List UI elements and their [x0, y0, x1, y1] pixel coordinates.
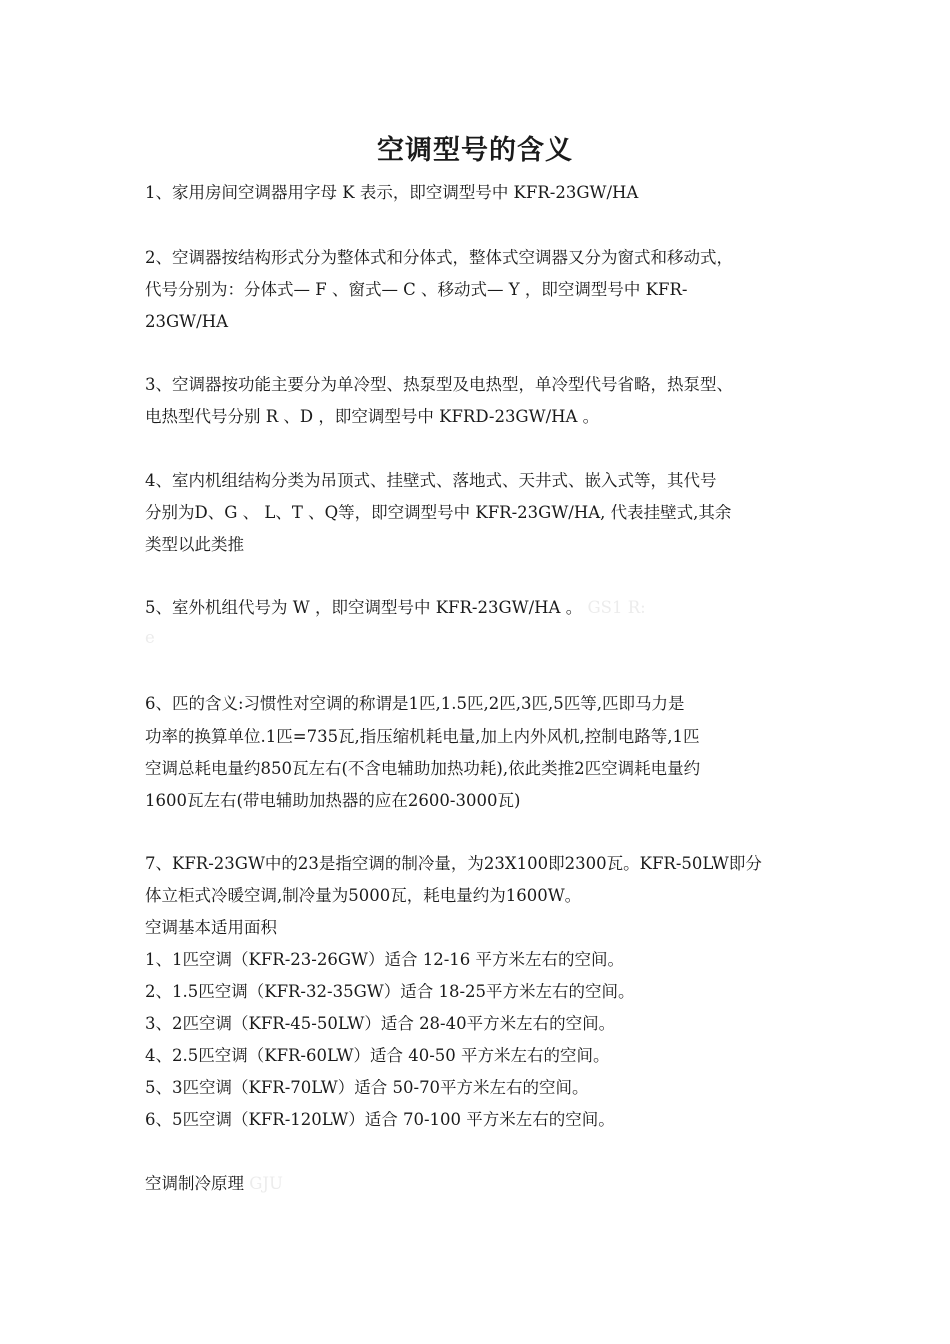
paragraph-3-line-1: 3、空调器按功能主要分为单冷型、热泵型及电热型，单冷型代号省略，热泵型、 — [145, 375, 733, 394]
area-item-4: 4、2.5匹空调（KFR-60LW）适合 40-50 平方米左右的空间。 — [145, 1046, 610, 1065]
faint-mark-2: e — [145, 628, 155, 647]
area-item-6: 6、5匹空调（KFR-120LW）适合 70-100 平方米左右的空间。 — [145, 1110, 615, 1129]
principle-heading: 空调制冷原理 — [145, 1174, 244, 1193]
area-item-5: 5、3匹空调（KFR-70LW）适合 50-70平方米左右的空间。 — [145, 1078, 589, 1097]
paragraph-6-line-3: 空调总耗电量约850瓦左右(不含电辅助加热功耗),依此类推2匹空调耗电量约 — [145, 759, 701, 778]
paragraph-6-line-2: 功率的换算单位.1匹=735瓦,指压缩机耗电量,加上内外风机,控制电路等,1匹 — [145, 727, 700, 746]
paragraph-4-line-1: 4、室内机组结构分类为吊顶式、挂壁式、落地式、天井式、嵌入式等，其代号 — [145, 471, 717, 490]
page-title: 空调型号的含义 — [377, 135, 573, 166]
paragraph-2-line-2: 代号分别为：分体式— F 、窗式— C 、移动式— Y ，即空调型号中 KFR- — [145, 280, 688, 299]
paragraph-6-line-4: 1600瓦左右(带电辅助加热器的应在2600-3000瓦) — [145, 791, 521, 810]
paragraph-7-line-2: 体立柜式冷暖空调,制冷量为5000瓦，耗电量约为1600W。 — [145, 886, 582, 905]
paragraph-5 — [145, 597, 825, 619]
paragraph-6-line-1: 6、匹的含义:习惯性对空调的称谓是1匹,1.5匹,2匹,3匹,5匹等,匹即马力是 — [145, 694, 685, 713]
area-item-1: 1、1匹空调（KFR-23-26GW）适合 12-16 平方米左右的空间。 — [145, 950, 625, 969]
paragraph-2-line-3: 23GW/HA — [145, 312, 228, 331]
area-heading: 空调基本适用面积 — [145, 918, 277, 937]
paragraph-3-line-2: 电热型代号分别 R 、D ，即空调型号中 KFRD-23GW/HA 。 — [145, 407, 600, 426]
paragraph-7-line-1: 7、KFR-23GW中的23是指空调的制冷量，为23X100即2300瓦。KFR-50LW即分 — [145, 854, 762, 873]
paragraph-5-text: 5、室外机组代号为 W ，即空调型号中 KFR-23GW/HA 。 — [145, 598, 583, 617]
paragraph-4-line-2: 分别为D、G 、 L、T 、Q等，即空调型号中 KFR-23GW/HA, 代表挂壁式,其余 — [145, 503, 732, 522]
area-item-3: 3、2匹空调（KFR-45-50LW）适合 28-40平方米左右的空间。 — [145, 1014, 616, 1033]
paragraph-4-line-3: 类型以此类推 — [145, 535, 244, 554]
faint-mark: GS1 R: — [587, 598, 646, 617]
faint-mark-3: GJU — [249, 1174, 283, 1193]
paragraph-1: 1、家用房间空调器用字母 K 表示，即空调型号中 KFR-23GW/HA — [145, 183, 639, 202]
principle-heading-line — [145, 1173, 825, 1195]
paragraph-2-line-1: 2、空调器按结构形式分为整体式和分体式，整体式空调器又分为窗式和移动式， — [145, 248, 733, 267]
area-item-2: 2、1.5匹空调（KFR-32-35GW）适合 18-25平方米左右的空间。 — [145, 982, 635, 1001]
